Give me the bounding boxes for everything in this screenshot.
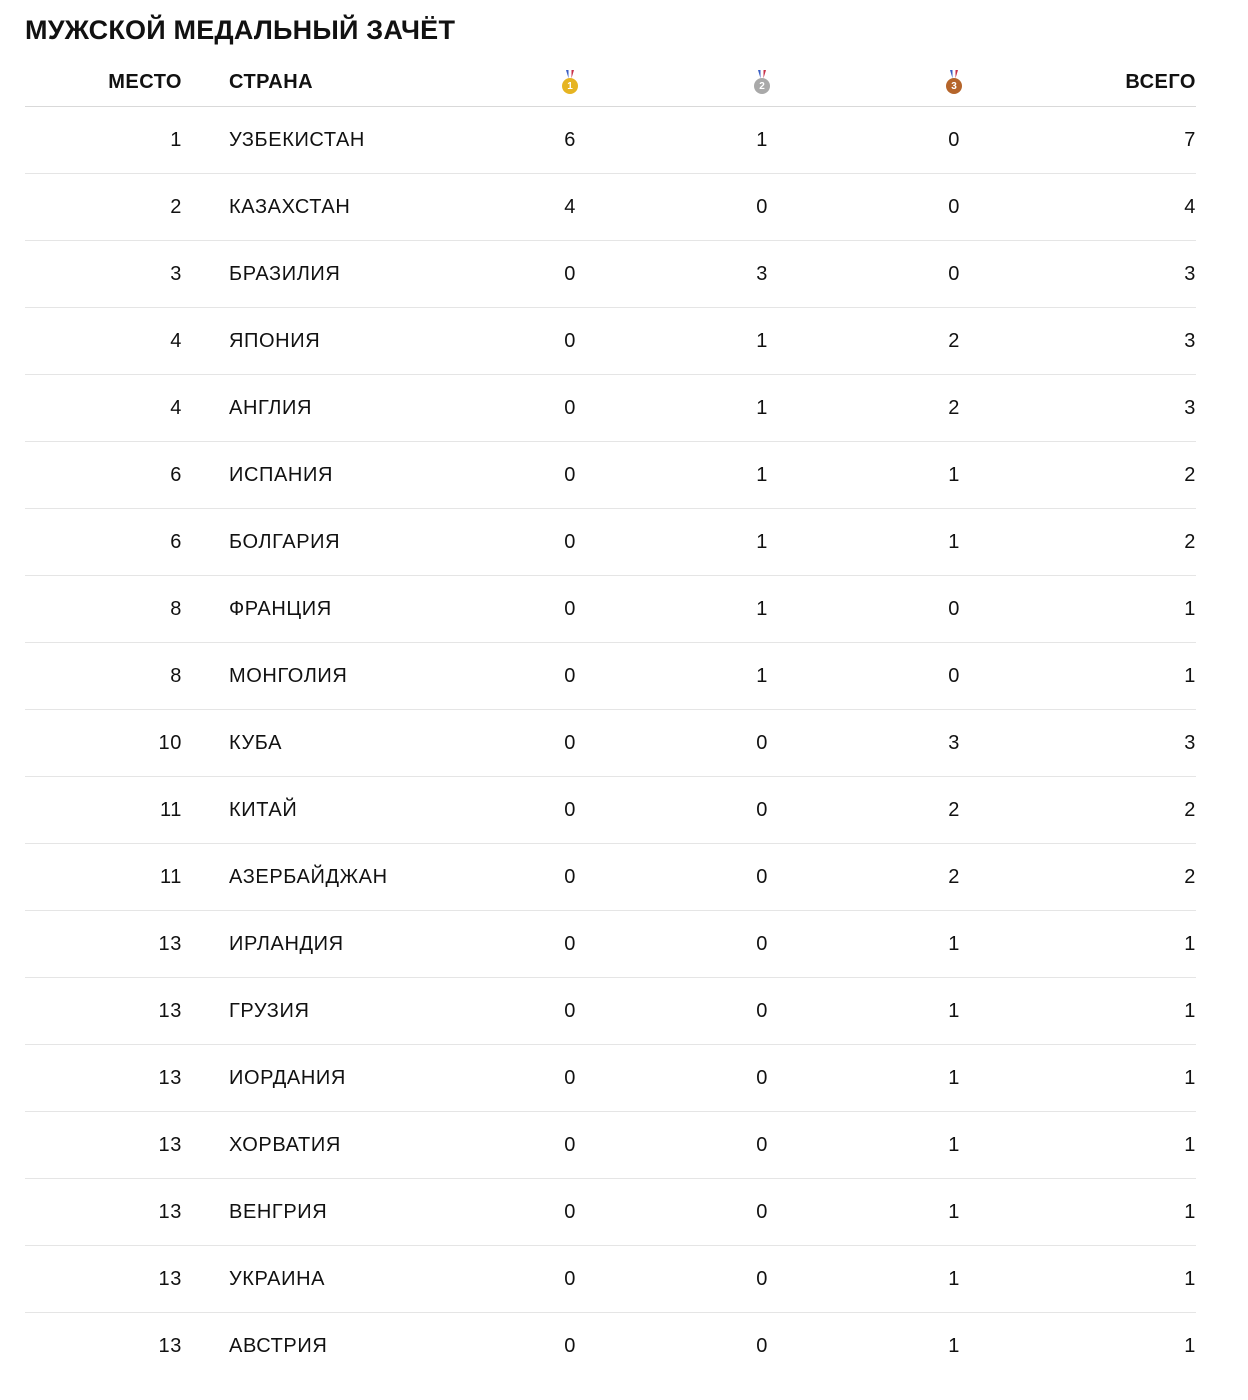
place-cell: 13 bbox=[158, 1133, 182, 1156]
gold-count-cell: 0 bbox=[564, 1200, 576, 1223]
gold-count-cell: 0 bbox=[564, 1334, 576, 1357]
silver-count-cell: 1 bbox=[756, 463, 768, 486]
gold-count-cell: 0 bbox=[564, 396, 576, 419]
table-body bbox=[25, 107, 1196, 1379]
country-cell: КАЗАХСТАН bbox=[229, 195, 351, 218]
country-cell: УКРАИНА bbox=[229, 1267, 326, 1290]
gold-count-cell: 0 bbox=[564, 1133, 576, 1156]
bronze-count-cell: 2 bbox=[948, 329, 960, 352]
table-row bbox=[25, 1112, 1196, 1179]
country-cell: УЗБЕКИСТАН bbox=[229, 128, 365, 151]
bronze-count-cell: 1 bbox=[948, 1200, 960, 1223]
place-cell: 4 bbox=[170, 396, 182, 419]
silver-count-cell: 0 bbox=[756, 932, 768, 955]
gold-count-cell: 0 bbox=[564, 932, 576, 955]
total-count-cell: 3 bbox=[1184, 329, 1196, 352]
table-row bbox=[25, 777, 1196, 844]
total-count-cell: 1 bbox=[1184, 664, 1196, 687]
table-row bbox=[25, 1045, 1196, 1112]
gold-count-cell: 4 bbox=[564, 195, 576, 218]
bronze-count-cell: 1 bbox=[948, 1066, 960, 1089]
bronze-count-cell: 2 bbox=[948, 396, 960, 419]
place-cell: 2 bbox=[170, 195, 182, 218]
total-count-cell: 3 bbox=[1184, 262, 1196, 285]
silver-count-cell: 1 bbox=[756, 597, 768, 620]
country-cell: КИТАЙ bbox=[229, 798, 298, 821]
place-cell: 13 bbox=[158, 1200, 182, 1223]
table-row bbox=[25, 978, 1196, 1045]
gold-count-cell: 6 bbox=[564, 128, 576, 151]
country-cell: КУБА bbox=[229, 731, 283, 754]
silver-count-cell: 1 bbox=[756, 530, 768, 553]
table-row bbox=[25, 375, 1196, 442]
table-row bbox=[25, 1246, 1196, 1313]
bronze-count-cell: 0 bbox=[948, 597, 960, 620]
bronze-count-cell: 1 bbox=[948, 1267, 960, 1290]
silver-count-cell: 0 bbox=[756, 999, 768, 1022]
total-count-cell: 1 bbox=[1184, 932, 1196, 955]
total-count-cell: 1 bbox=[1184, 1066, 1196, 1089]
gold-medal-number: 1 bbox=[562, 78, 578, 94]
silver-count-cell: 1 bbox=[756, 128, 768, 151]
gold-medal-icon bbox=[562, 70, 578, 94]
total-count-cell: 1 bbox=[1184, 1267, 1196, 1290]
column-header-bronze[interactable] bbox=[770, 70, 962, 94]
gold-count-cell: 0 bbox=[564, 530, 576, 553]
silver-count-cell: 0 bbox=[756, 798, 768, 821]
country-cell: ЯПОНИЯ bbox=[229, 329, 321, 352]
silver-medal-icon bbox=[754, 70, 770, 94]
country-cell: АНГЛИЯ bbox=[229, 396, 313, 419]
bronze-count-cell: 0 bbox=[948, 262, 960, 285]
total-count-cell: 1 bbox=[1184, 1133, 1196, 1156]
gold-count-cell: 0 bbox=[564, 329, 576, 352]
table-row bbox=[25, 710, 1196, 777]
silver-medal-number: 2 bbox=[754, 78, 770, 94]
gold-count-cell: 0 bbox=[564, 865, 576, 888]
country-cell: АВСТРИЯ bbox=[229, 1334, 328, 1357]
place-cell: 6 bbox=[170, 463, 182, 486]
silver-count-cell: 0 bbox=[756, 1267, 768, 1290]
silver-count-cell: 0 bbox=[756, 1200, 768, 1223]
silver-count-cell: 0 bbox=[756, 865, 768, 888]
total-count-cell: 2 bbox=[1184, 798, 1196, 821]
total-count-cell: 7 bbox=[1184, 128, 1196, 151]
country-cell: ВЕНГРИЯ bbox=[229, 1200, 328, 1223]
table-header-row bbox=[25, 58, 1196, 107]
total-count-cell: 1 bbox=[1184, 597, 1196, 620]
place-cell: 1 bbox=[170, 128, 182, 151]
table-row bbox=[25, 643, 1196, 710]
total-count-cell: 3 bbox=[1184, 731, 1196, 754]
country-cell: ГРУЗИЯ bbox=[229, 999, 310, 1022]
total-count-cell: 1 bbox=[1184, 999, 1196, 1022]
gold-count-cell: 0 bbox=[564, 463, 576, 486]
place-cell: 11 bbox=[160, 865, 182, 888]
silver-count-cell: 0 bbox=[756, 1066, 768, 1089]
bronze-count-cell: 0 bbox=[948, 664, 960, 687]
total-count-cell: 2 bbox=[1184, 530, 1196, 553]
place-cell: 13 bbox=[158, 932, 182, 955]
bronze-count-cell: 1 bbox=[948, 530, 960, 553]
table-row bbox=[25, 442, 1196, 509]
bronze-count-cell: 1 bbox=[948, 932, 960, 955]
silver-count-cell: 1 bbox=[756, 396, 768, 419]
place-cell: 8 bbox=[170, 597, 182, 620]
total-count-cell: 1 bbox=[1184, 1334, 1196, 1357]
total-count-cell: 3 bbox=[1184, 396, 1196, 419]
silver-count-cell: 0 bbox=[756, 195, 768, 218]
page-title: МУЖСКОЙ МЕДАЛЬНЫЙ ЗАЧЁТ bbox=[25, 15, 456, 45]
bronze-count-cell: 1 bbox=[948, 463, 960, 486]
place-cell: 13 bbox=[158, 999, 182, 1022]
silver-count-cell: 1 bbox=[756, 664, 768, 687]
total-count-cell: 2 bbox=[1184, 865, 1196, 888]
gold-count-cell: 0 bbox=[564, 798, 576, 821]
bronze-count-cell: 0 bbox=[948, 195, 960, 218]
country-cell: МОНГОЛИЯ bbox=[229, 664, 348, 687]
bronze-count-cell: 3 bbox=[948, 731, 960, 754]
table-row bbox=[25, 844, 1196, 911]
silver-count-cell: 0 bbox=[756, 731, 768, 754]
table-row bbox=[25, 107, 1196, 174]
silver-count-cell: 0 bbox=[756, 1133, 768, 1156]
gold-count-cell: 0 bbox=[564, 1066, 576, 1089]
silver-count-cell: 1 bbox=[756, 329, 768, 352]
country-cell: ИСПАНИЯ bbox=[229, 463, 333, 486]
bronze-count-cell: 2 bbox=[948, 865, 960, 888]
country-cell: БРАЗИЛИЯ bbox=[229, 262, 341, 285]
total-count-cell: 1 bbox=[1184, 1200, 1196, 1223]
place-cell: 13 bbox=[158, 1267, 182, 1290]
gold-count-cell: 0 bbox=[564, 1267, 576, 1290]
place-cell: 3 bbox=[170, 262, 182, 285]
country-cell: ХОРВАТИЯ bbox=[229, 1133, 341, 1156]
table-row bbox=[25, 911, 1196, 978]
bronze-count-cell: 2 bbox=[948, 798, 960, 821]
table-row bbox=[25, 174, 1196, 241]
country-cell: ИОРДАНИЯ bbox=[229, 1066, 346, 1089]
table-row bbox=[25, 1179, 1196, 1246]
medal-table bbox=[25, 58, 1196, 1379]
place-cell: 4 bbox=[170, 329, 182, 352]
gold-count-cell: 0 bbox=[564, 664, 576, 687]
gold-count-cell: 0 bbox=[564, 262, 576, 285]
column-header-country[interactable]: СТРАНА bbox=[229, 70, 314, 93]
place-cell: 8 bbox=[170, 664, 182, 687]
bronze-medal-number: 3 bbox=[946, 78, 962, 94]
table-row bbox=[25, 509, 1196, 576]
bronze-count-cell: 0 bbox=[948, 128, 960, 151]
country-cell: ИРЛАНДИЯ bbox=[229, 932, 344, 955]
table-row bbox=[25, 241, 1196, 308]
total-count-cell: 2 bbox=[1184, 463, 1196, 486]
table-row bbox=[25, 308, 1196, 375]
gold-count-cell: 0 bbox=[564, 731, 576, 754]
table-row bbox=[25, 576, 1196, 643]
country-cell: АЗЕРБАЙДЖАН bbox=[229, 865, 388, 888]
column-header-gold[interactable] bbox=[418, 70, 578, 94]
country-cell: БОЛГАРИЯ bbox=[229, 530, 341, 553]
total-count-cell: 4 bbox=[1184, 195, 1196, 218]
place-cell: 11 bbox=[160, 798, 182, 821]
place-cell: 13 bbox=[158, 1066, 182, 1089]
bronze-count-cell: 1 bbox=[948, 1334, 960, 1357]
country-cell: ФРАНЦИЯ bbox=[229, 597, 332, 620]
table-row bbox=[25, 1313, 1196, 1379]
place-cell: 6 bbox=[170, 530, 182, 553]
gold-count-cell: 0 bbox=[564, 999, 576, 1022]
place-cell: 10 bbox=[158, 731, 182, 754]
gold-count-cell: 0 bbox=[564, 597, 576, 620]
column-header-place[interactable]: МЕСТО bbox=[108, 70, 182, 93]
silver-count-cell: 0 bbox=[756, 1334, 768, 1357]
bronze-count-cell: 1 bbox=[948, 1133, 960, 1156]
column-header-total[interactable]: ВСЕГО bbox=[1125, 70, 1196, 93]
place-cell: 13 bbox=[158, 1334, 182, 1357]
bronze-count-cell: 1 bbox=[948, 999, 960, 1022]
column-header-silver[interactable] bbox=[578, 70, 770, 94]
silver-count-cell: 3 bbox=[756, 262, 768, 285]
bronze-medal-icon bbox=[946, 70, 962, 94]
